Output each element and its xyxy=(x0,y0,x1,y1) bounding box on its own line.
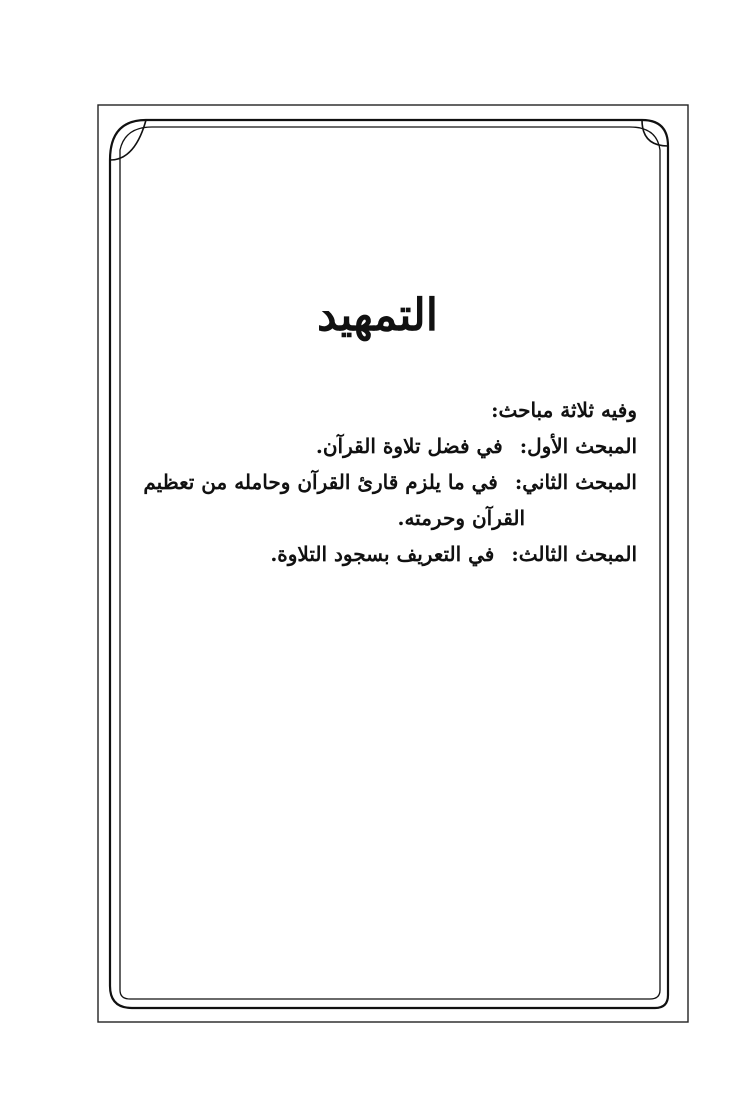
corner-ornament-top-right xyxy=(642,120,668,146)
topic-label: المبحث الأول: xyxy=(519,434,637,458)
corner-ornament-top-left xyxy=(110,120,146,160)
topics-list xyxy=(137,392,637,572)
topic-item-2 xyxy=(137,464,637,500)
topic-item-1 xyxy=(137,428,637,464)
topic-text: في ما يلزم قارئ القرآن وحامله من تعظيم xyxy=(143,470,498,494)
topic-label: المبحث الثالث: xyxy=(511,542,637,566)
topic-continuation: القرآن وحرمته. xyxy=(397,506,525,530)
page-title: التمهيد xyxy=(317,290,438,341)
intro-line: وفيه ثلاثة مباحث: xyxy=(491,398,637,422)
topic-label: المبحث الثاني: xyxy=(514,470,637,494)
topic-item-3 xyxy=(137,536,637,572)
topic-text: في فضل تلاوة القرآن. xyxy=(315,434,503,458)
topic-text: في التعريف بسجود التلاوة. xyxy=(270,542,495,566)
